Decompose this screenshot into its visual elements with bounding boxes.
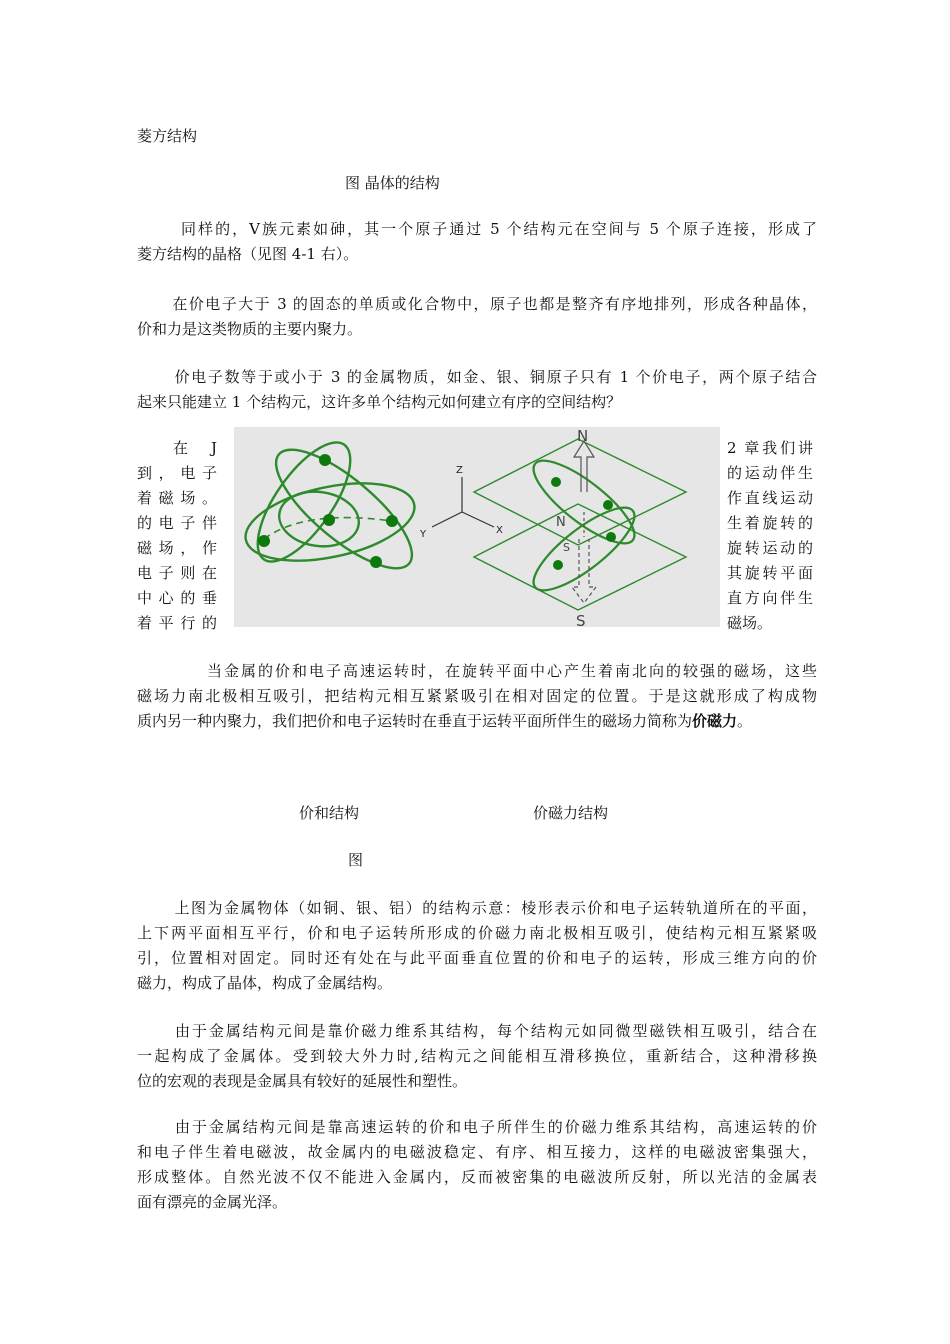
- wrap-line: 着平行的: [137, 614, 217, 632]
- axis-label-x: X: [496, 525, 503, 536]
- paragraph-line: 在价电子大于 3 的固态的单质或化合物中，原子也都是整齐有序地排列，形成各种晶体，: [171, 295, 817, 313]
- wrap-line: 旋转运动的: [727, 539, 813, 557]
- pole-label-n-mid: N: [556, 515, 566, 530]
- paragraph-line: 磁力，构成了晶体，构成了金属结构。: [137, 974, 393, 992]
- paragraph-line-end: 。: [737, 712, 753, 730]
- wrap-line: 直方向伴生: [727, 589, 813, 607]
- paragraph-line: 和电子伴生着电磁波，故金属内的电磁波稳定、有序、相互接力，这样的电磁波密集强大，: [137, 1143, 817, 1161]
- axis-label-z: Z: [456, 465, 463, 476]
- paragraph-line: 起来只能建立 1 个结构元，这许多单个结构元如何建立有序的空间结构？: [137, 393, 622, 411]
- heading-rhombic: 菱方结构: [137, 127, 198, 145]
- wrap-line: 到，电子: [137, 464, 217, 482]
- pole-label-s-bottom: S: [576, 612, 586, 627]
- wrap-line: 作直线运动: [727, 489, 813, 507]
- paragraph-line: 由于金属结构元间是靠高速运转的价和电子所伴生的价磁力维系其结构，高速运转的价: [173, 1118, 817, 1136]
- paragraph-line: 上下两平面相互平行，价和电子运转所形成的价磁力南北极相互吸引，使结构元相互紧紧吸: [137, 924, 817, 942]
- wrap-line: 着磁场。: [137, 489, 217, 507]
- atom-dot: [258, 535, 270, 547]
- wrap-line: 其旋转平面: [727, 564, 813, 582]
- paragraph-line: 上图为金属物体（如铜、银、铝）的结构示意：棱形表示价和电子运转轨道所在的平面，: [173, 899, 817, 917]
- paragraph-line: 引，位置相对固定。同时还有处在与此平面垂直位置的价和电子的运转，形成三维方向的价: [137, 949, 817, 967]
- paragraph-line: 磁场力南北极相互吸引，把结构元相互紧紧吸引在相对固定的位置。于是这就形成了构成物: [137, 687, 817, 705]
- caption-valence-magnetic-structure: 价磁力结构: [533, 804, 609, 822]
- paragraph-arsenic: [137, 217, 817, 267]
- atom-dot: [553, 560, 563, 570]
- paragraph-metallic-luster: [137, 1115, 817, 1215]
- paragraph-line: 由于金属结构元间是靠价磁力维系其结构，每个结构元如同微型磁铁相互吸引，结合在: [173, 1022, 817, 1040]
- wrap-line: 的电子伴: [137, 514, 217, 532]
- atom-dot: [603, 500, 613, 510]
- paragraph-line: 位的宏观的表现是金属具有较好的延展性和塑性。: [137, 1072, 468, 1090]
- wrap-text-left: [137, 436, 217, 636]
- paragraph-line: 菱方结构的晶格（见图 4-1 右）。: [137, 245, 359, 263]
- paragraph-crystal: [137, 292, 817, 342]
- paragraph-line: 质内另一种内聚力，我们把价和电子运转时在垂直于运转平面所伴生的磁场力简称为: [137, 712, 693, 730]
- paragraph-valence-magnetic: [137, 659, 817, 734]
- atom-dot: [370, 556, 382, 568]
- atom-dot: [319, 454, 331, 466]
- paragraph-ductility: [137, 1019, 817, 1094]
- paragraph-line: 面有漂亮的金属光泽。: [137, 1193, 288, 1211]
- wrap-line: 2 章我们讲: [727, 439, 813, 457]
- wrap-line: 中心的垂: [137, 589, 217, 607]
- atom-dot: [386, 515, 398, 527]
- paragraph-metal-diagram: [137, 896, 817, 996]
- paragraph-line: 形成整体。自然光波不仅不能进入金属内，反而被密集的电磁波所反射，所以光洁的金属表: [137, 1168, 817, 1186]
- paragraph-line: 一起构成了金属体。受到较大外力时,结构元之间能相互滑移换位，重新结合，这种滑移换: [137, 1047, 817, 1065]
- paragraph-line: 同样的，Ⅴ族元素如砷，其一个原子通过 5 个结构元在空间与 5 个原子连接，形成了: [179, 220, 817, 238]
- wrap-line: 生着旋转的: [727, 514, 813, 532]
- paragraph-line: 价电子数等于或小于 3 的金属物质，如金、银、铜原子只有 1 个价电子，两个原子结合: [173, 368, 817, 386]
- caption-figure: 图: [348, 851, 364, 869]
- term-valence-magnetic-force: 价磁力: [692, 712, 738, 730]
- paragraph-metal-question: [137, 365, 817, 415]
- wrap-line: 在 J: [173, 439, 217, 457]
- wrap-text-right: [727, 436, 813, 636]
- wrap-line: 电子则在: [137, 564, 217, 582]
- pole-label-s-mid: S: [563, 541, 570, 554]
- pole-label-n-top: N: [577, 427, 589, 445]
- axis-label-y: Y: [420, 529, 427, 540]
- wrap-line: 磁场。: [727, 614, 773, 632]
- orbit-figure: [234, 427, 720, 627]
- paragraph-line: 价和力是这类物质的主要内聚力。: [137, 320, 363, 338]
- caption-crystal-structure: 图 晶体的结构: [345, 174, 440, 192]
- atom-dot: [551, 477, 561, 487]
- wrap-line: 磁场，作: [137, 539, 217, 557]
- paragraph-line: 当金属的价和电子高速运转时，在旋转平面中心产生着南北向的较强的磁场，这些: [205, 662, 817, 680]
- atom-dot: [606, 532, 616, 542]
- wrap-line: 的运动伴生: [727, 464, 813, 482]
- caption-valence-bond-structure: 价和结构: [299, 804, 360, 822]
- atom-dot: [323, 514, 335, 526]
